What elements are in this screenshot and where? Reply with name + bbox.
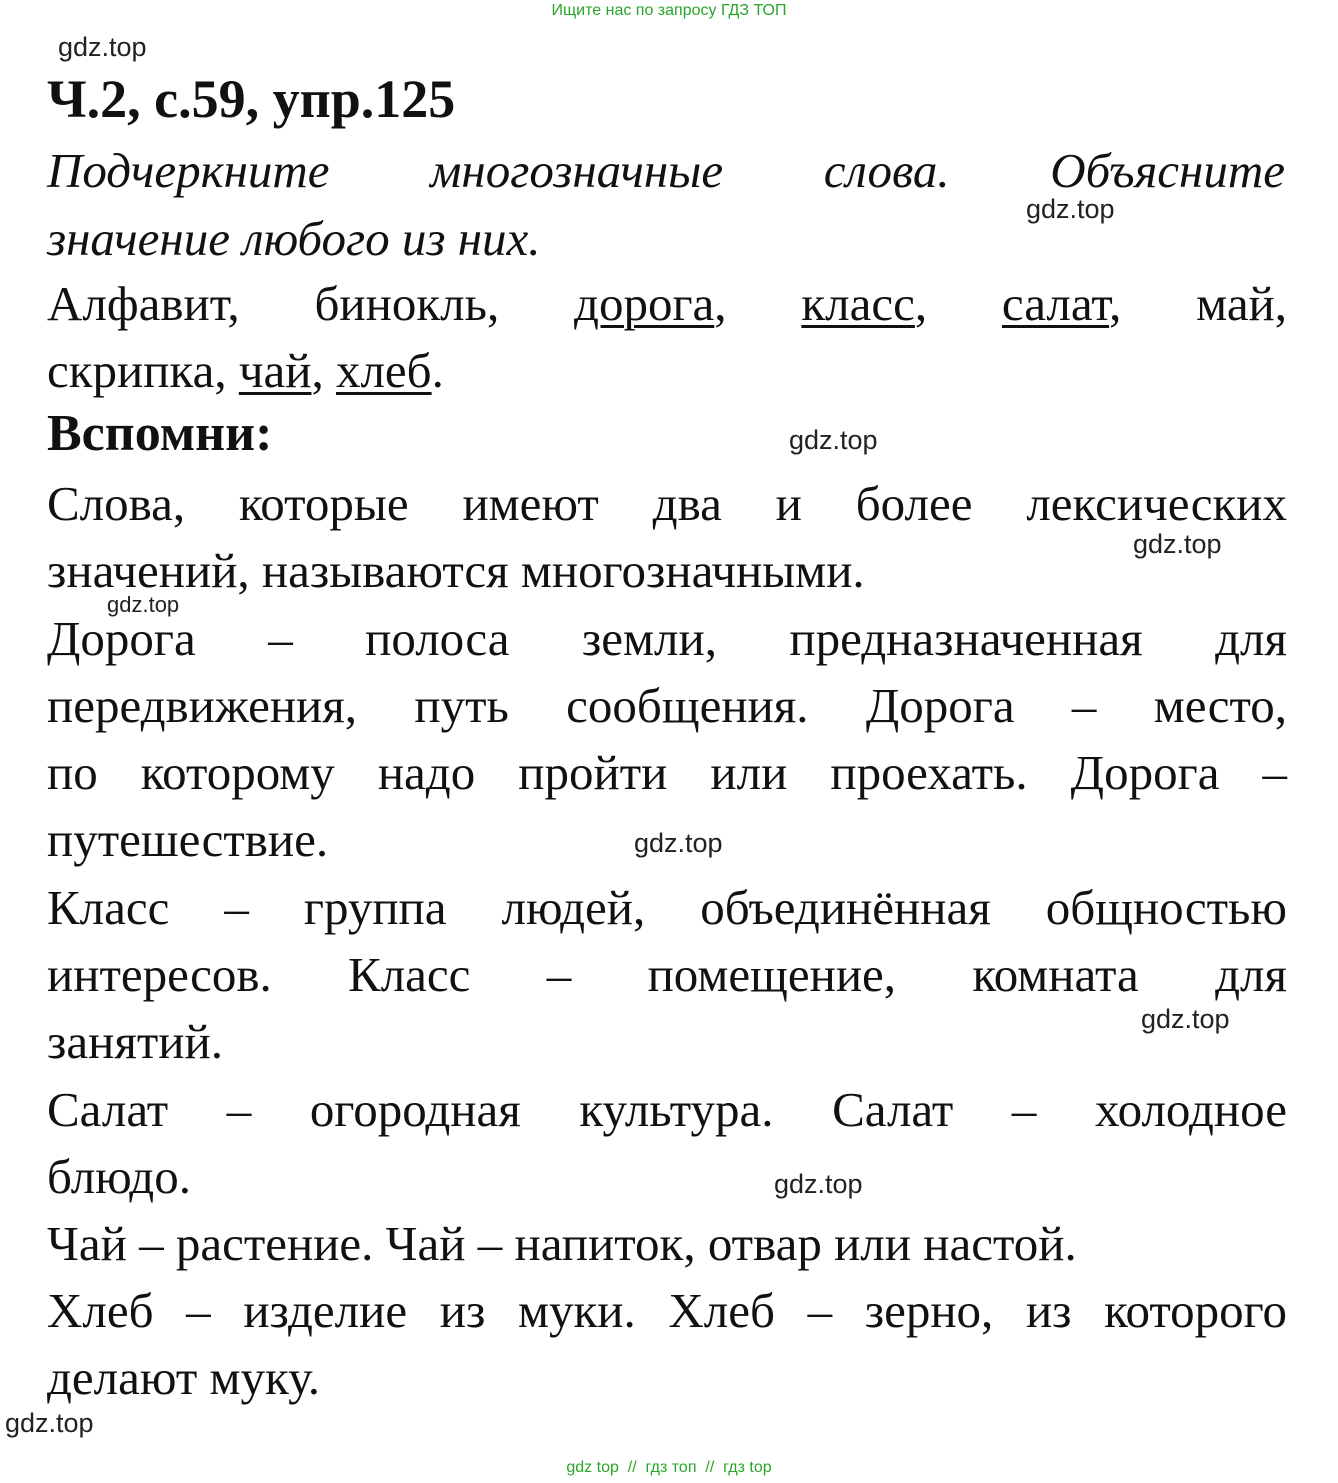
word: бинокль, (314, 276, 500, 331)
underlined-word: хлеб (335, 343, 432, 398)
watermark: gdz.top (1133, 529, 1222, 559)
task-line: Подчеркните многозначные слова. Объясните (47, 143, 1285, 198)
page-title: Ч.2, с.59, упр.125 (47, 69, 456, 129)
chai-line: Чай – растение. Чай – напиток, отвар или настой. (47, 1216, 1077, 1271)
punct: , (714, 276, 727, 331)
hleb-line: делают муку. (47, 1350, 320, 1405)
underlined-word: класс (801, 276, 915, 331)
watermark: gdz.top (107, 592, 180, 617)
salat-paragraph (47, 1076, 1287, 1210)
watermark: gdz.top (634, 828, 723, 858)
word-list (47, 270, 1287, 404)
punct: , (311, 343, 324, 398)
bottom-banner: gdz top // гдз топ // гдз top (566, 1459, 772, 1476)
watermark: gdz.top (1141, 1004, 1230, 1034)
salat-line: Салат – огородная культура. Салат – холодное (47, 1082, 1287, 1137)
word-list-line (47, 337, 1287, 404)
doroga-line: передвижения, путь сообщения. Дорога – место, (47, 678, 1287, 733)
remember-heading: Вспомни: (47, 405, 273, 462)
word: Алфавит, (47, 276, 240, 331)
klass-line: интересов. Класс – помещение, комната для (47, 947, 1287, 1002)
underlined-word: салат (1001, 276, 1110, 331)
underlined-word: дорога (574, 276, 715, 331)
hleb-paragraph (47, 1277, 1287, 1411)
rule-paragraph (47, 470, 1287, 604)
word: май, (1196, 276, 1288, 331)
punct: . (431, 343, 444, 398)
klass-line: занятий. (47, 1014, 223, 1069)
rule-line: значений, называются многозначными. (47, 543, 865, 598)
word-list-line (47, 270, 1287, 337)
punct: , (1109, 276, 1122, 331)
doroga-line: Дорога – полоса земли, предназначенная для (47, 611, 1287, 666)
klass-paragraph (47, 874, 1287, 1075)
watermark: gdz.top (5, 1408, 94, 1438)
task-line: значение любого из них. (47, 211, 541, 266)
doroga-line: по которому надо пройти или проехать. Дорога – (47, 745, 1287, 800)
klass-line: Класс – группа людей, объединённая общностью (47, 880, 1287, 935)
chai-paragraph (47, 1210, 1287, 1277)
doroga-line: путешествие. (47, 812, 329, 867)
watermark: gdz.top (1026, 194, 1115, 224)
watermark: gdz.top (774, 1169, 863, 1199)
hleb-line: Хлеб – изделие из муки. Хлеб – зерно, из которого (47, 1283, 1287, 1338)
rule-line: Слова, которые имеют два и более лексических (47, 476, 1287, 531)
watermark: gdz.top (789, 425, 878, 455)
top-banner: Ищите нас по запросу ГДЗ ТОП (551, 2, 787, 19)
watermark: gdz.top (58, 32, 147, 62)
salat-line: блюдо. (47, 1149, 191, 1204)
underlined-word: чай (238, 343, 312, 398)
word: скрипка, (47, 343, 227, 398)
punct: , (914, 276, 928, 331)
